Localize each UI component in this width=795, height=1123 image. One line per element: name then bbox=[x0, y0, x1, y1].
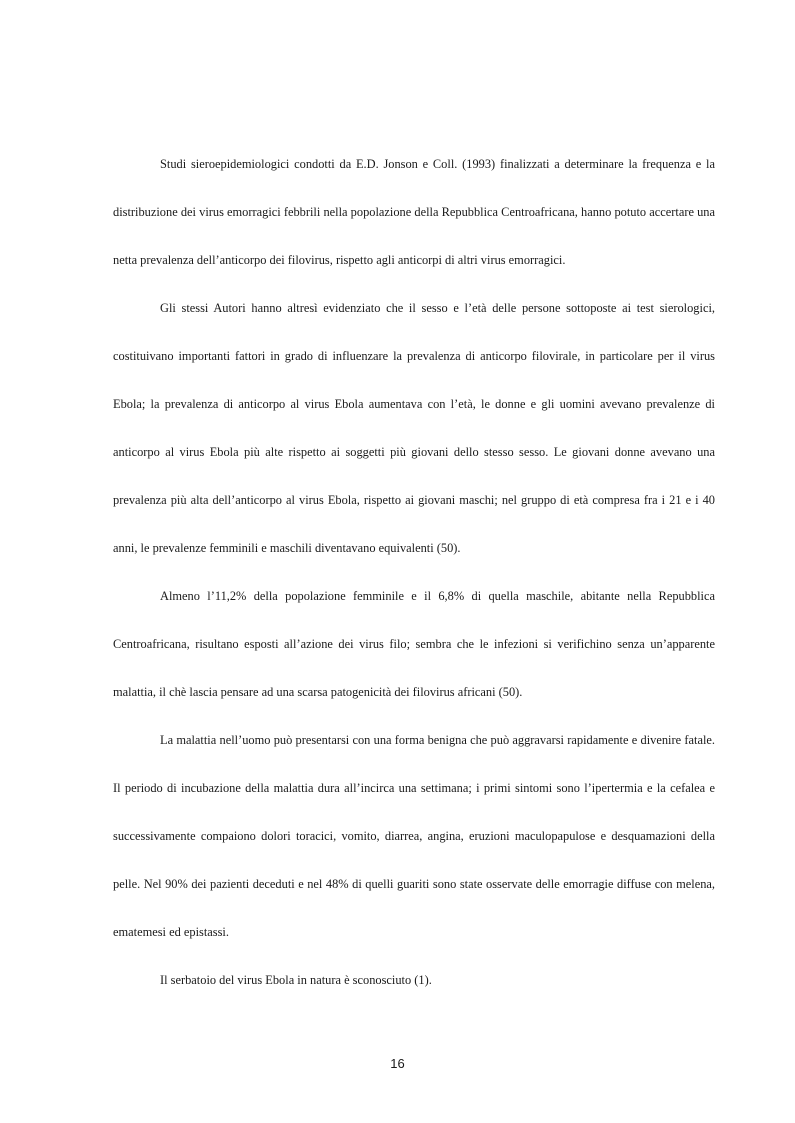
paragraph-population-exposure: Almeno l’11,2% della popolazione femminile e il 6,8% di quella maschile, abitante nella Repubblica Centroafricana, risultano esposti all’azione dei virus filo; sembra che le infezioni si verifichino senza un’apparente malattia, il chè lascia pensare ad una scarsa patogenicità dei filovirus africani (50). bbox=[113, 589, 715, 699]
paragraph-serological-studies: Studi sieroepidemiologici condotti da E.D. Jonson e Coll. (1993) finalizzati a determinare la frequenza e la distribuzione dei virus emorragici febbrili nella popolazione della Repubblica Centroafricana, hanno potuto accertare una netta prevalenza dell’anticorpo dei filovirus, rispetto agli anticorpi di altri virus emorragici. bbox=[113, 157, 715, 267]
paragraph-sex-age-factors: Gli stessi Autori hanno altresì evidenziato che il sesso e l’età delle persone sottoposte ai test sierologici, costituivano importanti fattori in grado di influenzare la prevalenza di anticorpo filovirale, in particolare per il virus Ebola; la prevalenza di anticorpo al virus Ebola aumentava con l’età, le donne e gli uomini avevano prevalenze di anticorpo al virus Ebola più alte rispetto ai soggetti più giovani dello stesso sesso. Le giovani donne avevano una prevalenza più alta dell’anticorpo al virus Ebola, rispetto ai giovani maschi; nel gruppo di età compresa fra i 21 e i 40 anni, le prevalenze femminili e maschili diventavano equivalenti (50). bbox=[113, 301, 715, 555]
page-number: 16 bbox=[390, 1056, 405, 1071]
paragraph-natural-reservoir: Il serbatoio del virus Ebola in natura è sconosciuto (1). bbox=[160, 973, 432, 987]
body-text bbox=[113, 140, 715, 1004]
paragraph-disease-symptoms: La malattia nell’uomo può presentarsi con una forma benigna che può aggravarsi rapidamente e divenire fatale. Il periodo di incubazione della malattia dura all’incirca una settimana; i primi sintomi sono l’ipertermia e la cefalea e successivamente compaiono dolori toracici, vomito, diarrea, angina, eruzioni maculopapulose e desquamazioni della pelle. Nel 90% dei pazienti deceduti e nel 48% di quelli guariti sono state osservate delle emorragie diffuse con melena, ematemesi ed epistassi. bbox=[113, 733, 715, 939]
